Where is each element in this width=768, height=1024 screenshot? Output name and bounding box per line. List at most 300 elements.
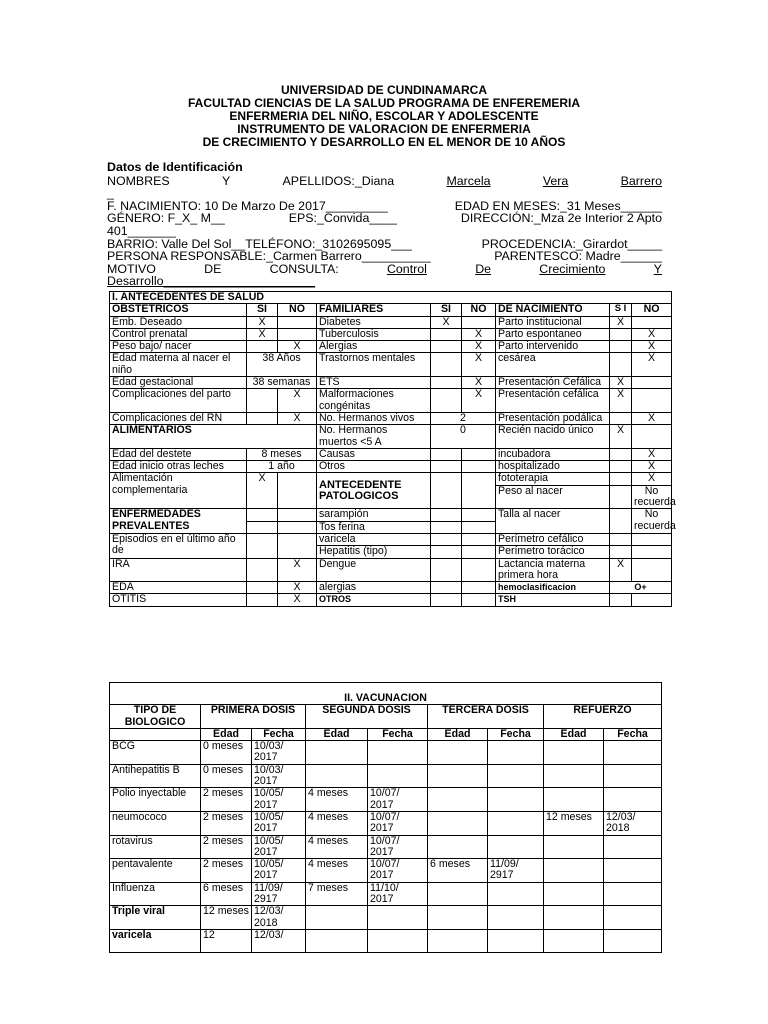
identification-heading: Datos de Identificación [107,160,243,174]
vaccine-cell: 12 meses [544,811,604,835]
header-cell: Edad [306,728,368,740]
vaccine-name: Polio inyectable [110,788,201,812]
vaccine-cell: 2 meses [201,859,252,883]
cell: 8 meses [247,448,317,460]
vaccine-cell: 11/09/ 2917 [488,859,544,883]
genero-line [107,212,662,225]
cell: No. Hermanos muertos <5 A [317,425,431,449]
cell: X [278,341,317,353]
cell: Trastornos mentales [317,353,431,377]
cell [247,594,278,606]
vaccine-cell: 6 meses [428,859,488,883]
vaccine-cell: 11/09/ 2917 [252,882,306,906]
vaccine-cell [368,906,428,930]
procedencia: PROCEDENCIA:_Girardot_____ [481,236,662,251]
vaccine-cell: 12/03/ [252,929,306,952]
cell [431,533,462,545]
table-row [110,425,672,449]
vaccine-cell: 12 meses [201,906,252,930]
vaccine-cell [488,882,544,906]
nombres-word: APELLIDOS:_Diana [282,173,395,188]
table-row [110,906,662,930]
cell [462,533,496,545]
table-row [110,594,672,606]
cell: IRA [110,558,247,582]
cell [462,594,496,606]
cell [610,509,632,534]
cell: X [610,558,632,582]
title-line: ENFERMERIA DEL NIÑO, ESCOLAR Y ADOLESCENTE [229,109,539,123]
cell: Lactancia materna primera hora [496,558,610,582]
cell [610,594,632,606]
antecedentes-table [109,291,676,607]
vaccine-cell [544,741,604,765]
cell [431,377,462,389]
cell [610,461,632,473]
cell [431,473,462,509]
cell [632,594,672,606]
cell: X [462,353,496,377]
vaccine-cell [488,929,544,952]
vaccine-cell: 10/05/ 2017 [252,859,306,883]
cell [278,328,317,340]
vaccine-cell [488,741,544,765]
header-cell: SI [431,304,462,316]
cell: X [610,389,632,413]
cell: X [278,582,317,594]
cell [632,546,672,558]
table-row [110,473,672,485]
vaccine-cell [428,788,488,812]
table-row [110,316,672,328]
vaccine-cell: 4 meses [306,788,368,812]
cell: alergias [317,582,431,594]
cell: OTROS [317,594,431,606]
vaccine-cell [368,929,428,952]
nombres-word: NOMBRES [107,173,170,188]
table-row [110,341,672,353]
cell [247,521,278,533]
cell: hospitalizado [496,461,610,473]
table-row [110,412,672,424]
cell: Peso al nacer [496,485,610,509]
cell [632,425,672,449]
cell: Edad gestacional [110,377,247,389]
cell: Complicaciones del RN [110,412,247,424]
header-cell: Fecha [368,728,428,740]
vaccine-cell [488,764,544,788]
table-row [110,788,662,812]
cell: Peso bajo/ nacer [110,341,247,353]
vaccine-cell [428,929,488,952]
motivo-word: Y [653,261,662,276]
cell [610,328,632,340]
table-row [110,705,662,729]
vaccine-name: Influenza [110,882,201,906]
vacunacion-table [109,682,662,953]
vaccine-cell: 4 meses [306,859,368,883]
vaccine-cell: 2 meses [201,788,252,812]
vaccine-cell [604,859,662,883]
table-row [110,558,672,582]
identification-section [107,161,662,288]
cell [247,509,278,521]
header-cell: TIPO DE BIOLOGICO [110,705,201,729]
vaccine-cell [488,788,544,812]
cell [278,509,317,521]
table-row [110,304,672,316]
cell: 38 semanas [247,377,317,389]
table-row [110,533,672,545]
vaccine-cell [604,764,662,788]
header-cell: PRIMERA DOSIS [201,705,306,729]
cell [431,328,462,340]
cell: hemoclasificacion [496,582,610,594]
vaccine-name: Antihepatitis B [110,764,201,788]
vaccine-cell: 12/03/ 2018 [604,811,662,835]
cell [247,533,278,558]
table-row [110,728,662,740]
alimentarios-header: ALIMENTARIOS [110,425,317,449]
table-row [110,835,662,859]
cell: No. Hermanos vivos [317,412,431,424]
vaccine-cell: 10/07/ 2017 [368,835,428,859]
vaccine-name: varicela [110,929,201,952]
cell [431,341,462,353]
vaccine-cell [306,741,368,765]
cell: Alergias [317,341,431,353]
cell [462,558,496,582]
vaccine-cell: 12/03/ 2018 [252,906,306,930]
cell: X [632,353,672,377]
cell [610,473,632,485]
vaccine-cell [604,835,662,859]
cell: Control prenatal [110,328,247,340]
cell: Parto intervenido [496,341,610,353]
cell: OTITIS [110,594,247,606]
header-cell: NO [278,304,317,316]
document-titles [0,84,768,149]
vaccine-cell [544,929,604,952]
cell [610,485,632,509]
cell: varicela [317,533,431,545]
nombres-line [107,175,662,188]
cell [462,521,496,533]
title-line: INSTRUMENTO DE VALORACION DE ENFERMERIA [237,122,531,136]
nombres-word: Marcela [446,173,491,188]
cell: X [632,448,672,460]
cell: Parto institucional [496,316,610,328]
enfermedades-header: ENFERMEDADES PREVALENTES [110,509,247,534]
vaccine-cell: 2 meses [201,835,252,859]
cell [431,558,462,582]
header-cell: Fecha [252,728,306,740]
vaccine-cell [488,906,544,930]
cell: X [247,328,278,340]
cell [632,533,672,545]
header-cell: FAMILIARES [317,304,431,316]
vaccine-cell [604,906,662,930]
title-line: DE CRECIMIENTO Y DESARROLLO EN EL MENOR DE 10 AÑOS [202,135,566,149]
cell: incubadora [496,448,610,460]
vaccine-cell [604,882,662,906]
header-cell: SI [247,304,278,316]
table-row [110,292,672,304]
cell: X [278,389,317,413]
vaccine-name: neumococo [110,811,201,835]
header-cell: Fecha [604,728,662,740]
vaccine-cell [544,859,604,883]
header-cell: REFUERZO [544,705,662,729]
vaccine-cell [544,788,604,812]
eps: EPS:_Convida____ [288,211,397,226]
vaccine-cell: 0 meses [201,741,252,765]
vaccine-cell: 11/10/ 2017 [368,882,428,906]
vaccine-name: pentavalente [110,859,201,883]
vaccine-cell [368,764,428,788]
cell: X [610,316,632,328]
vaccine-cell [306,764,368,788]
header-cell: TERCERA DOSIS [428,705,544,729]
cell [431,389,462,413]
vaccine-cell [488,811,544,835]
nombres-word: Y [221,173,231,188]
header-cell: NO [632,304,672,316]
cell: Presentación cefálica [496,389,610,413]
cell: ETS [317,377,431,389]
cell: O+ [610,582,672,594]
edad-meses: EDAD EN MESES:_31 Meses______ [454,198,662,213]
table-row [110,328,672,340]
vaccine-cell: 10/05/ 2017 [252,811,306,835]
header-cell: Edad [201,728,252,740]
cell: X [632,473,672,485]
cell: X [610,425,632,449]
table-row [110,448,672,460]
cell [610,546,632,558]
responsable-line [107,250,662,263]
nombres-word: Barrero [620,173,662,188]
vaccine-cell [306,906,368,930]
cell [632,377,672,389]
cell: Edad materna al nacer el niño [110,353,247,377]
title-line: UNIVERSIDAD DE CUNDINAMARCA [280,83,487,97]
cell [247,582,278,594]
header-cell: Fecha [488,728,544,740]
cell: X [247,316,278,328]
cell: Parto espontaneo [496,328,610,340]
vaccine-cell [428,811,488,835]
cell: Emb. Deseado [110,316,247,328]
direccion-continuation: 401_______ [107,223,176,238]
cell: X [610,377,632,389]
cell: No recuerda [632,509,672,534]
table-row [110,764,662,788]
barrio-telefono: BARRIO: Valle Del Sol__TELÉFONO:_3102695095___ [107,236,412,251]
vaccine-cell: 2 meses [201,811,252,835]
vaccine-cell [428,741,488,765]
vaccine-cell [428,906,488,930]
cell [278,316,317,328]
cell: Perímetro torácico [496,546,610,558]
parentesco: PARENTESCO: Madre______ [494,249,662,264]
motivo-word: De [475,261,492,276]
vaccine-name: rotavirus [110,835,201,859]
vaccine-name: BCG [110,741,201,765]
cell: X [278,594,317,606]
cell [431,353,462,377]
cell: X [632,328,672,340]
table-row [110,882,662,906]
cell [632,558,672,582]
section-title: II. VACUNACION [110,683,662,705]
motivo-word: Crecimiento [539,261,606,276]
cell [610,448,632,460]
table-row [110,377,672,389]
cell [247,341,278,353]
header-cell: OBSTETRICOS [110,304,247,316]
cell: X [632,341,672,353]
cell [610,412,632,424]
cell: Malformaciones congénitas [317,389,431,413]
header-cell [110,728,201,740]
motivo-word: Control [386,261,427,276]
table-row [110,929,662,952]
cell [462,473,496,509]
vaccine-cell: 10/05/ 2017 [252,788,306,812]
cell [462,546,496,558]
cell: X [247,473,278,509]
table-row [110,683,662,705]
table-row [110,859,662,883]
cell: Diabetes [317,316,431,328]
vaccine-cell [544,882,604,906]
cell: X [632,412,672,424]
vaccine-cell: 0 meses [201,764,252,788]
fecha-nacimiento: F. NACIMIENTO: 10 De Marzo De 2017_________ [107,198,388,213]
cell [431,448,462,460]
cell: 1 año [247,461,317,473]
cell [278,521,317,533]
cell: Talla al nacer [496,509,610,534]
vacunacion-rows [110,741,662,953]
vaccine-cell [428,764,488,788]
table-row [110,353,672,377]
header-cell: NO [462,304,496,316]
vaccine-cell: 4 meses [306,811,368,835]
header-cell: DE NACIMIENTO [496,304,610,316]
table-row [110,509,672,521]
cell [431,546,462,558]
cell [431,594,462,606]
cell: Dengue [317,558,431,582]
motivo-word: CONSULTA: [269,261,339,276]
cell: X [632,461,672,473]
cell [247,389,278,413]
motivo-continuation: Desarrollo______________________ [107,274,316,289]
nombres-continuation: _ [107,186,114,201]
cell: 38 Años [247,353,317,377]
cell [610,353,632,377]
vaccine-cell: 6 meses [201,882,252,906]
cell: Causas [317,448,431,460]
vaccine-cell: 7 meses [306,882,368,906]
cell: Tos ferina [317,521,431,533]
table-row [110,741,662,765]
vaccine-cell [604,741,662,765]
cell: Complicaciones del parto [110,389,247,413]
vaccine-cell [544,906,604,930]
cell: EDA [110,582,247,594]
table-row [110,389,672,413]
cell [431,509,462,521]
table-row [110,811,662,835]
motivo-word: MOTIVO [107,261,156,276]
cell [632,316,672,328]
vaccine-cell [428,882,488,906]
vaccine-cell [306,929,368,952]
cell: fototerapia [496,473,610,485]
vaccine-cell: 10/05/ 2017 [252,835,306,859]
vaccine-cell: 10/07/ 2017 [368,788,428,812]
cell [247,412,278,424]
cell [462,461,496,473]
cell: X [431,316,462,328]
cell [462,582,496,594]
cell: Alimentación complementaria [110,473,247,509]
cell: Edad inicio otras leches [110,461,247,473]
cell [431,582,462,594]
table-row [110,461,672,473]
cell: Tuberculosis [317,328,431,340]
vaccine-cell: 10/03/ 2017 [252,741,306,765]
cell: sarampión [317,509,431,521]
header-cell: Edad [544,728,604,740]
vaccine-cell [488,835,544,859]
cell [431,461,462,473]
title-line: FACULTAD CIENCIAS DE LA SALUD PROGRAMA DE ENFEREMERIA [187,96,580,110]
cell [462,448,496,460]
cell [610,341,632,353]
cell: X [462,377,496,389]
vaccine-cell: 10/07/ 2017 [368,859,428,883]
cell: X [278,558,317,582]
direccion: DIRECCIÓN:_Mza 2e Interior 2 Apto [460,211,662,226]
cell: X [462,389,496,413]
cell [431,521,462,533]
vaccine-cell [368,741,428,765]
nombres-word: Vera [542,173,569,188]
cell [610,533,632,545]
genero: GÉNERO: F_X_ M__ [107,211,225,226]
cell: X [462,341,496,353]
vaccine-cell [544,764,604,788]
vaccine-cell [428,835,488,859]
antecedente-patologicos-header: ANTECEDENTE PATOLOGICOS [317,473,431,509]
cell: Presentación Cefálica [496,377,610,389]
cell: 0 [431,425,496,449]
cell [462,316,496,328]
vaccine-cell [544,835,604,859]
cell: Episodios en el último año de [110,533,247,558]
cell [278,533,317,558]
cell [462,509,496,521]
vaccine-cell [604,788,662,812]
vaccine-cell: 10/07/ 2017 [368,811,428,835]
persona-responsable: PERSONA RESPONSABLE:_Carmen Barrero__________ [107,249,431,264]
cell: 2 [431,412,496,424]
cell: Presentación podálica [496,412,610,424]
